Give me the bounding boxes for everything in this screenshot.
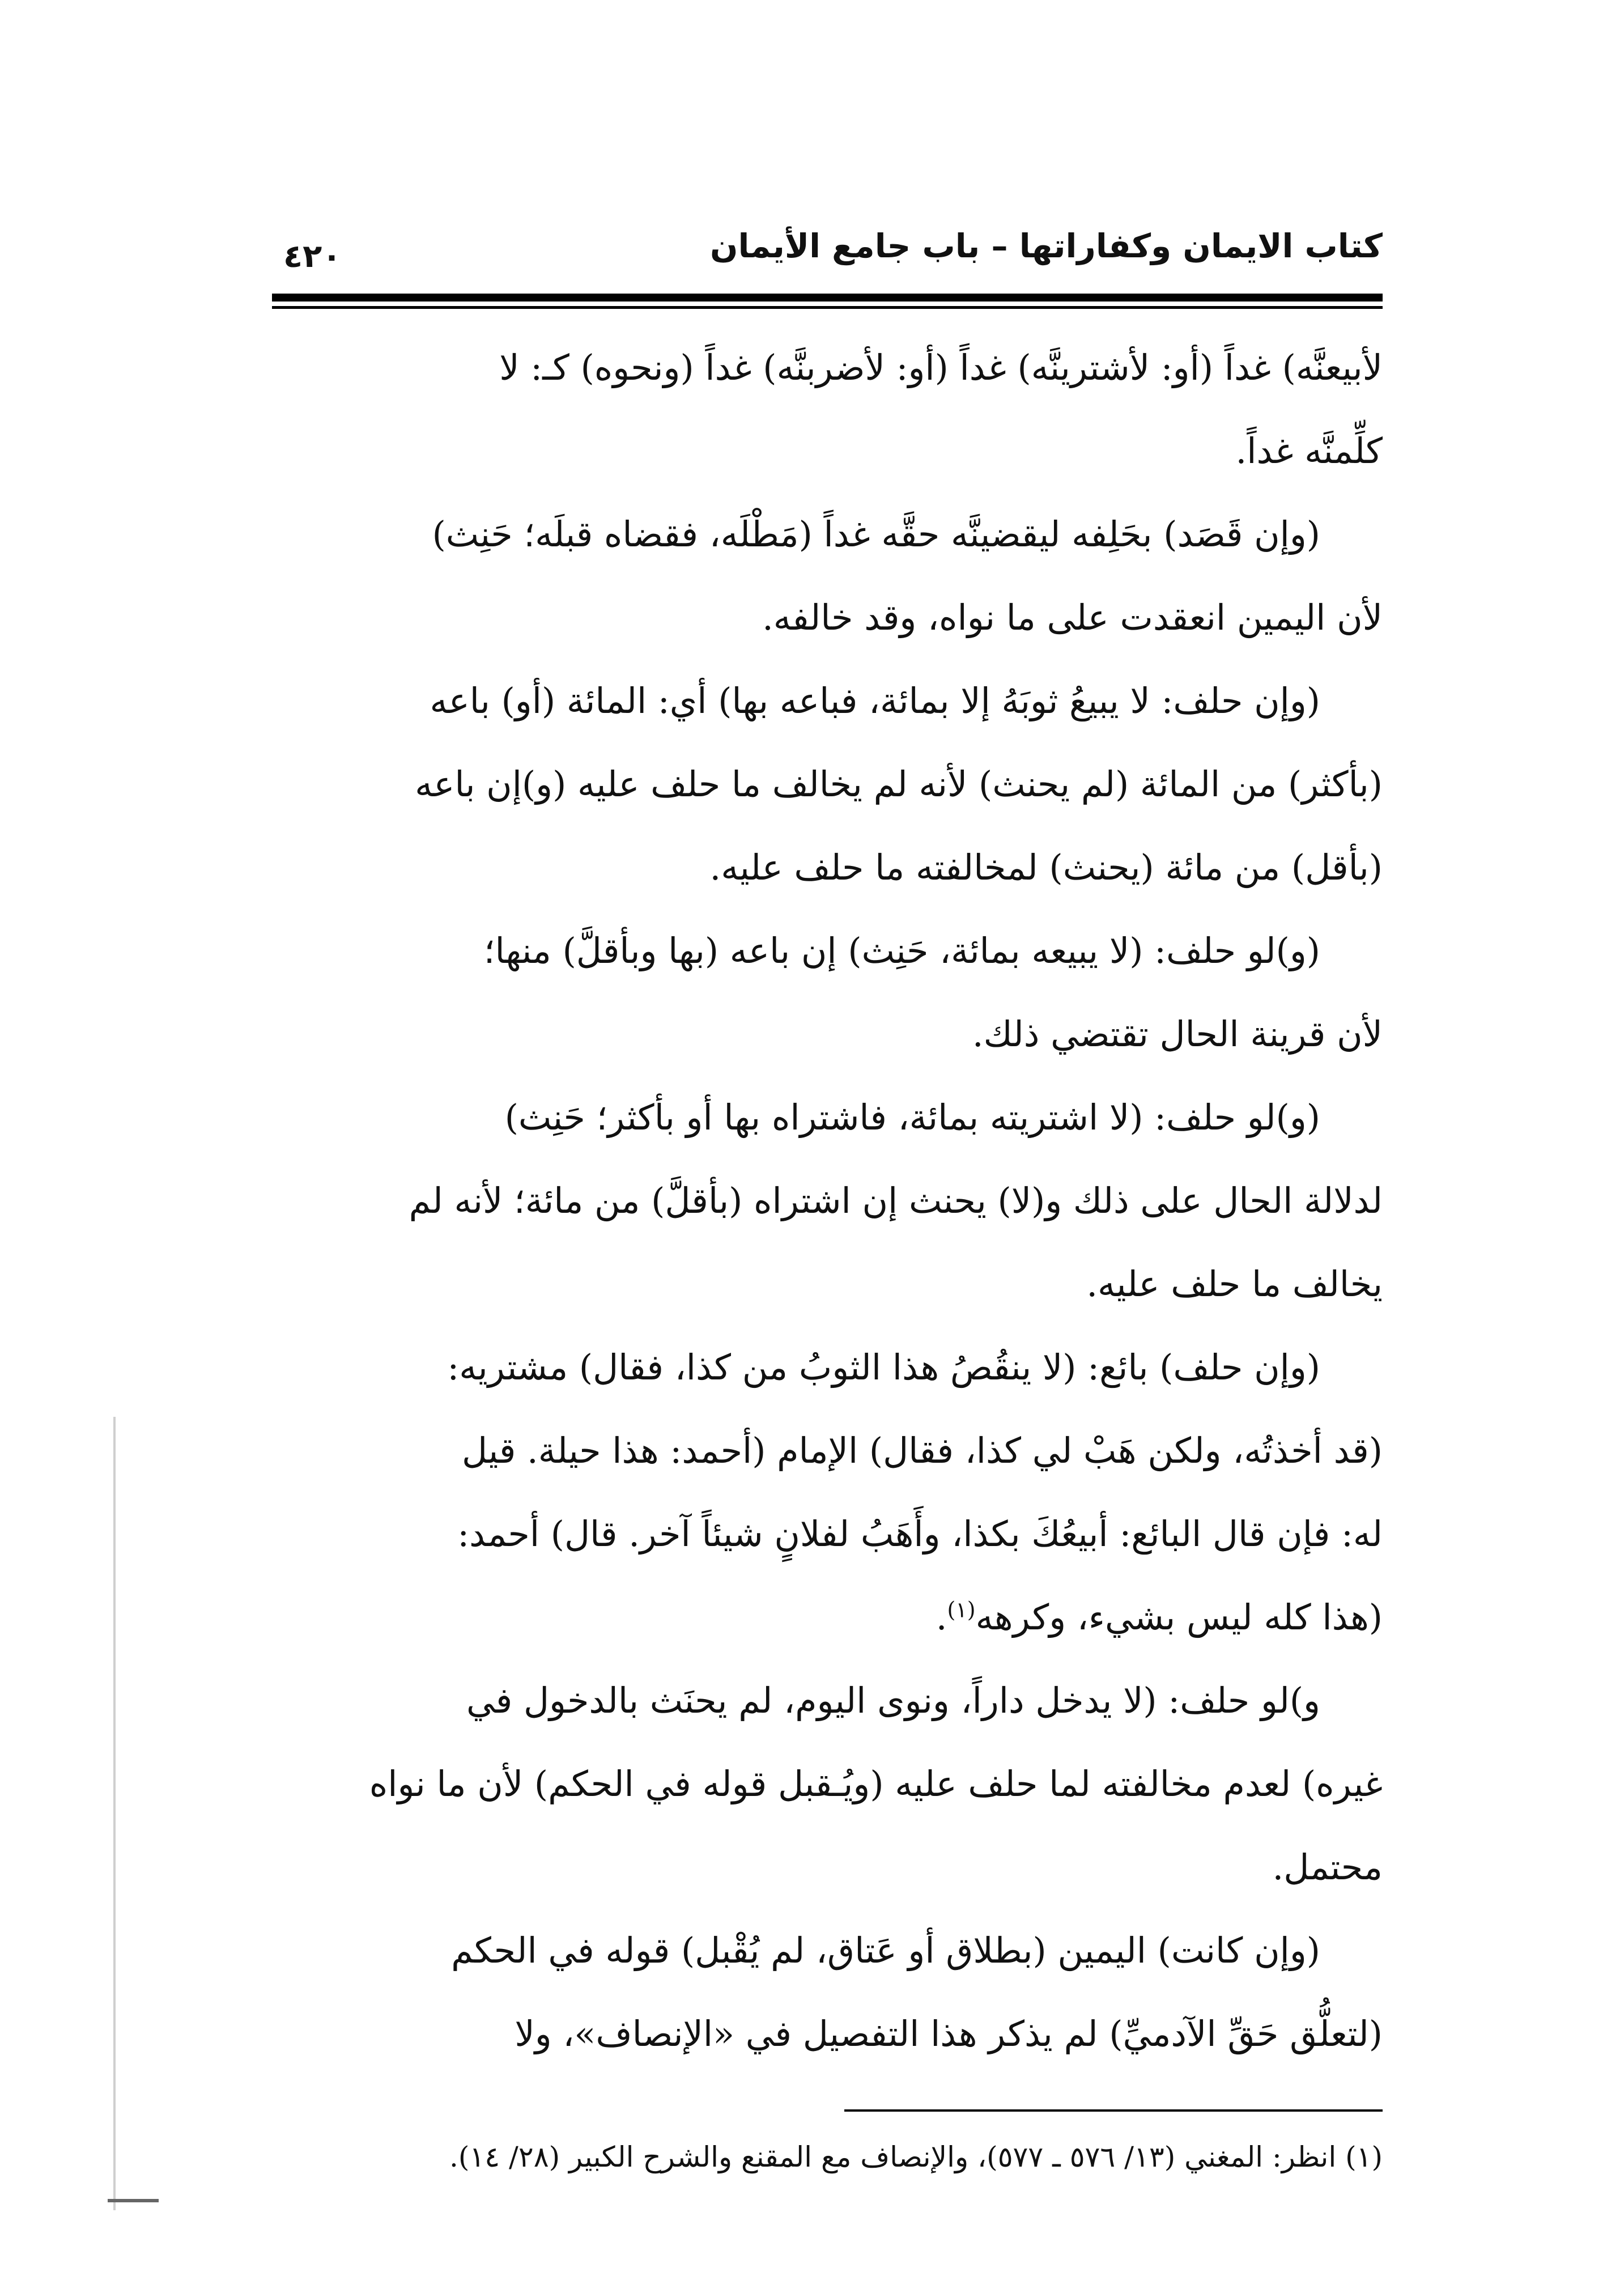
line: محتمل. [1272,1846,1383,1888]
line: (بأكثر) من المائة (لم يحنث) لأنه لم يخالف ما حلف عليه (و)إن باعه [415,763,1383,805]
body-text [272,326,1383,2075]
line: (وإن قَصَد) بحَلِفه ليقضينَّه حقَّه غداً (مَطْلَه، فقضاه قبلَه؛ حَنِث) [432,513,1320,555]
line: كلِّمنَّه غداً. [1235,430,1383,472]
line: لدلالة الحال على ذلك و(لا) يحنث إن اشتراه (بأقلَّ) من مائة؛ لأنه لم [409,1180,1383,1221]
scan-corner-mark [108,2199,159,2202]
header-rule-thick [272,294,1383,302]
footnote-ref[interactable]: (١) [947,1597,976,1623]
line: (و)لو حلف: (لا اشتريته بمائة، فاشتراه بها أو بأكثر؛ حَنِث) [504,1097,1320,1138]
running-title: كتاب الايمان وكفاراتها – باب جامع الأيمان [709,227,1383,265]
book-page [272,215,1383,2173]
line: (قد أخذتُه، ولكن هَبْ لي كذا، فقال) الإمام (أحمد: هذا حيلة. قيل [462,1430,1383,1471]
line: له: فإن قال البائع: أبيعُكَ بكذا، وأَهَبُ لفلانٍ شيئاً آخر. قال) أحمد: [457,1513,1383,1555]
footnote-separator [844,2109,1383,2112]
line: (هذا كله ليس بشيء، وكرهه [975,1596,1383,1638]
paragraph-4 [272,909,1383,1076]
line: غيره) لعدم مخالفته لما حلف عليه (ويُـقبل قوله في الحكم) لأن ما نواه [369,1763,1383,1804]
paragraph-6 [272,1326,1383,1659]
line: (و)لو حلف: (لا يبيعه بمائة، حَنِث) إن باعه (بها وبأقلَّ) منها؛ [483,930,1320,971]
footnote: (١) انظر: المغني (١٣/ ٥٧٦ ـ ٥٧٧)، والإنصاف مع المقنع والشرح الكبير (٢٨/ ١٤). [449,2141,1383,2173]
paragraph-1 [272,326,1383,492]
page-number: ٤٢٠ [283,238,342,275]
line: (بأقل) من مائة (يحنث) لمخالفته ما حلف عليه. [709,847,1383,888]
paragraph-3 [272,659,1383,909]
line: (لتعلُّق حَقِّ الآدميِّ) لم يذكر هذا التفصيل في «الإنصاف»، ولا [515,2013,1383,2054]
paragraph-8 [272,1909,1383,2075]
paragraph-5 [272,1076,1383,1326]
paragraph-7 [272,1659,1383,1909]
page-header [272,215,1383,289]
paragraph-2 [272,492,1383,659]
line: (وإن حلف: لا يبيعُ ثوبَهُ إلا بمائة، فباعه بها) أي: المائة (أو) باعه [430,680,1320,721]
line: لأبيعنَّه) غداً (أو: لأشترينَّه) غداً (أو: لأضربنَّه) غداً (ونحوه) كـ: لا [499,347,1383,388]
line: و)لو حلف: (لا يدخل داراً، ونوى اليوم، لم يحنَث بالدخول في [466,1680,1320,1721]
line: يخالف ما حلف عليه. [1086,1263,1383,1305]
line: (وإن حلف) بائع: (لا ينقُصُ هذا الثوبُ من كذا، فقال) مشتريه: [447,1347,1320,1388]
period: . [936,1596,947,1638]
line: لأن قرينة الحال تقتضي ذلك. [972,1013,1383,1055]
scan-margin-line [113,1417,116,2210]
header-rule-thin [272,306,1383,309]
line: (وإن كانت) اليمين (بطلاق أو عَتاق، لم يُقْبل) قوله في الحكم [451,1930,1320,1971]
line: لأن اليمين انعقدت على ما نواه، وقد خالفه. [762,597,1383,638]
